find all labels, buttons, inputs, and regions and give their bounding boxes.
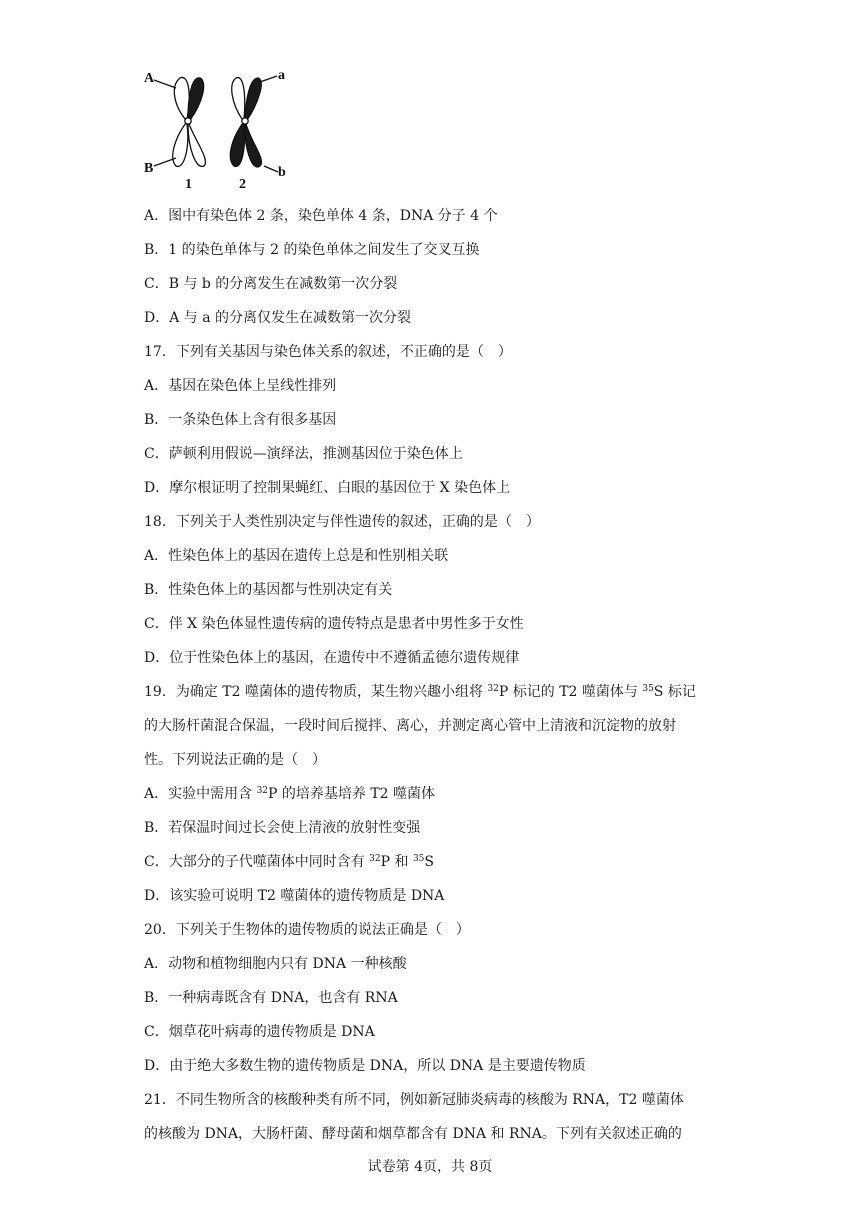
q17-stem: 17．下列有关基因与染色体关系的叙述，不正确的是（ ） [144,344,512,360]
q16-option-a: A．图中有染色体 2 条，染色单体 4 条，DNA 分子 4 个 [144,208,498,224]
q19-stem-line-1: 19．为确定 T2 噬菌体的遗传物质，某生物兴趣小组将 $^{32}$P 标记的 T2 噬菌体与 $^{35}$S 标记 [144,684,696,700]
chromosome-2 [230,76,278,172]
label-a: a [278,68,285,83]
q19-stem-line-2: 的大肠杆菌混合保温，一段时间后搅拌、离心，并测定离心管中上清液和沉淀物的放射 [144,718,676,734]
chromosome-diagram [140,62,300,190]
label-1: 1 [185,177,192,190]
q21-stem-line-2: 的核酸为 DNA，大肠杆菌、酵母菌和烟草都含有 DNA 和 RNA。下列有关叙述正确的 [144,1126,682,1142]
q19-option-b: B．若保温时间过长会使上清液的放射性变强 [144,820,421,836]
label-A: A [144,71,155,86]
q18-stem: 18．下列关于人类性别决定与伴性遗传的叙述，正确的是（ ） [144,514,540,530]
q19-option-a: A．实验中需用含 $^{32}$P 的培养基培养 T2 噬菌体 [144,786,436,802]
q18-option-c: C．伴 X 染色体显性遗传病的遗传特点是患者中男性多于女性 [144,616,524,632]
q20-option-b: B．一种病毒既含有 DNA，也含有 RNA [144,990,398,1006]
q18-option-a: A．性染色体上的基因在遗传上总是和性别相关联 [144,548,449,564]
q16-option-b: B．1 的染色单体与 2 的染色单体之间发生了交叉互换 [144,242,480,258]
q17-option-b: B．一条染色体上含有很多基因 [144,412,337,428]
q20-option-d: D．由于绝大多数生物的遗传物质是 DNA，所以 DNA 是主要遗传物质 [144,1058,586,1074]
q17-option-a: A．基因在染色体上呈线性排列 [144,378,337,394]
label-b: b [278,165,286,180]
q18-option-b: B．性染色体上的基因都与性别决定有关 [144,582,393,598]
q20-option-a: A．动物和植物细胞内只有 DNA 一种核酸 [144,956,407,972]
label-2: 2 [239,177,246,190]
q19-stem-line-3: 性。下列说法正确的是（ ） [144,752,326,768]
q17-option-c: C．萨顿利用假说—演绎法，推测基因位于染色体上 [144,446,463,462]
q19-option-d: D．该实验可说明 T2 噬菌体的遗传物质是 DNA [144,888,445,904]
q19-option-c: C．大部分的子代噬菌体中同时含有 $^{32}$P 和 $^{35}$S [144,854,434,870]
q21-stem-line-1: 21．不同生物所含的核酸种类有所不同，例如新冠肺炎病毒的核酸为 RNA，T2 噬菌体 [144,1092,684,1108]
chromosome-1 [154,77,205,166]
q20-stem: 20．下列关于生物体的遗传物质的说法正确是（ ） [144,922,470,938]
q20-option-c: C．烟草花叶病毒的遗传物质是 DNA [144,1024,375,1040]
chromosome-figure [140,62,300,190]
q16-option-d: D．A 与 a 的分离仅发生在减数第一次分裂 [144,310,412,326]
page-footer: 试卷第 4页，共 8页 [367,1159,493,1175]
q17-option-d: D．摩尔根证明了控制果蝇红、白眼的基因位于 X 染色体上 [144,480,511,496]
q16-option-c: C．B 与 b 的分离发生在减数第一次分裂 [144,276,398,292]
label-B: B [144,161,154,176]
q18-option-d: D．位于性染色体上的基因，在遗传中不遵循孟德尔遗传规律 [144,650,520,666]
